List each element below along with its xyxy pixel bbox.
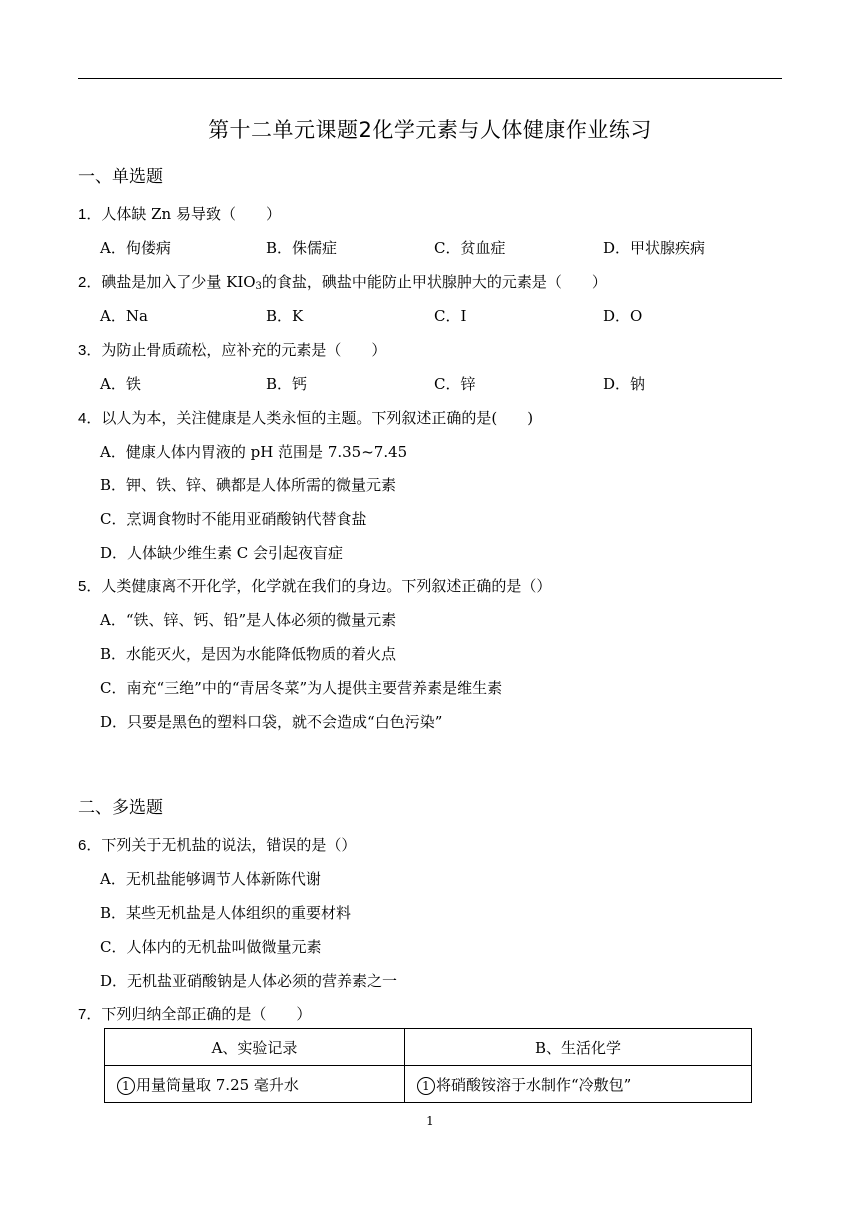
- option-c: C．烹调食物时不能用亚硝酸钠代替食盐: [100, 510, 367, 528]
- cell-text: 将硝酸铵溶于水制作“冷敷包”: [436, 1075, 632, 1094]
- option-b: B．K: [266, 307, 304, 325]
- question-number: 5．: [78, 578, 102, 595]
- question-text: 以人为本，关注健康是人类永恒的主题。下列叙述正确的是( ): [101, 409, 534, 427]
- question-number: 7．: [78, 1006, 102, 1023]
- option-a: A．佝偻病: [100, 239, 171, 257]
- option-d: D．甲状腺疾病: [603, 239, 706, 257]
- option-d: D．人体缺少维生素 C 会引起夜盲症: [100, 544, 344, 562]
- table-header-b: B、生活化学: [405, 1029, 752, 1066]
- option-c: C．锌: [434, 375, 476, 393]
- question-text: 人类健康离不开化学，化学就在我们的身边。下列叙述正确的是（）: [101, 577, 552, 595]
- question-number: 4．: [78, 410, 102, 427]
- summary-table: [104, 1028, 752, 1103]
- option-b: B．钙: [266, 375, 308, 393]
- question-text: 下列关于无机盐的说法，错误的是（）: [101, 836, 357, 854]
- option-a: A．无机盐能够调节人体新陈代谢: [100, 870, 321, 888]
- table-header-row: [105, 1029, 752, 1066]
- question-6: [78, 834, 356, 855]
- question-5: [78, 575, 551, 596]
- question-number: 6．: [78, 837, 102, 854]
- page-number: 1: [426, 1114, 434, 1128]
- option-d: D．无机盐亚硝酸钠是人体必须的营养素之一: [100, 972, 398, 990]
- option-d: D．钠: [603, 375, 646, 393]
- option-c: C．人体内的无机盐叫做微量元素: [100, 938, 322, 956]
- question-number: 2．: [78, 274, 102, 291]
- option-c: C．南充“三绝”中的“青居冬菜”为人提供主要营养素是维生素: [100, 679, 503, 697]
- subscript: 3: [255, 281, 262, 292]
- question-3: [78, 339, 386, 360]
- option-d: D．只要是黑色的塑料口袋，就不会造成“白色污染”: [100, 713, 443, 731]
- header-rule: [78, 78, 782, 79]
- option-b: B．某些无机盐是人体组织的重要材料: [100, 904, 352, 922]
- question-text: 人体缺 Zn 易导致（ ）: [101, 205, 281, 223]
- question-text-cont: 的食盐，碘盐中能防止甲状腺肿大的元素是（ ）: [261, 273, 607, 291]
- option-a: A．健康人体内胃液的 pH 范围是 7.35~7.45: [100, 443, 408, 461]
- question-text: 碘盐是加入了少量 KIO: [101, 273, 256, 291]
- question-7: [78, 1003, 311, 1024]
- option-a: A．Na: [100, 307, 148, 325]
- section-heading-single-choice: 一、单选题: [78, 167, 163, 187]
- circled-number-marker: 1: [417, 1077, 435, 1095]
- option-b: B．侏儒症: [266, 239, 338, 257]
- question-2: [78, 271, 607, 292]
- circled-number-marker: 1: [117, 1077, 135, 1095]
- question-1: [78, 203, 281, 224]
- option-b: B．钾、铁、锌、碘都是人体所需的微量元素: [100, 476, 397, 494]
- option-c: C．I: [434, 307, 467, 325]
- question-number: 3．: [78, 342, 102, 359]
- question-4: [78, 407, 533, 428]
- cell-text: 用量筒量取 7.25 毫升水: [136, 1075, 299, 1094]
- option-b: B．水能灭火，是因为水能降低物质的着火点: [100, 645, 397, 663]
- option-c: C．贫血症: [434, 239, 506, 257]
- option-d: D．O: [603, 307, 643, 325]
- question-text: 为防止骨质疏松，应补充的元素是（ ）: [101, 341, 387, 359]
- question-text: 下列归纳全部正确的是（ ）: [101, 1005, 312, 1023]
- section-heading-multiple-choice: 二、多选题: [78, 798, 163, 818]
- page-title: 第十二单元课题2化学元素与人体健康作业练习: [208, 118, 652, 142]
- table-row: [105, 1066, 752, 1103]
- question-number: 1．: [78, 206, 102, 223]
- table-cell-b: [405, 1066, 752, 1103]
- option-a: A．铁: [100, 375, 141, 393]
- table-header-a: A、实验记录: [105, 1029, 405, 1066]
- table-cell-a: [105, 1066, 405, 1103]
- option-a: A．“铁、锌、钙、铅”是人体必须的微量元素: [100, 611, 397, 629]
